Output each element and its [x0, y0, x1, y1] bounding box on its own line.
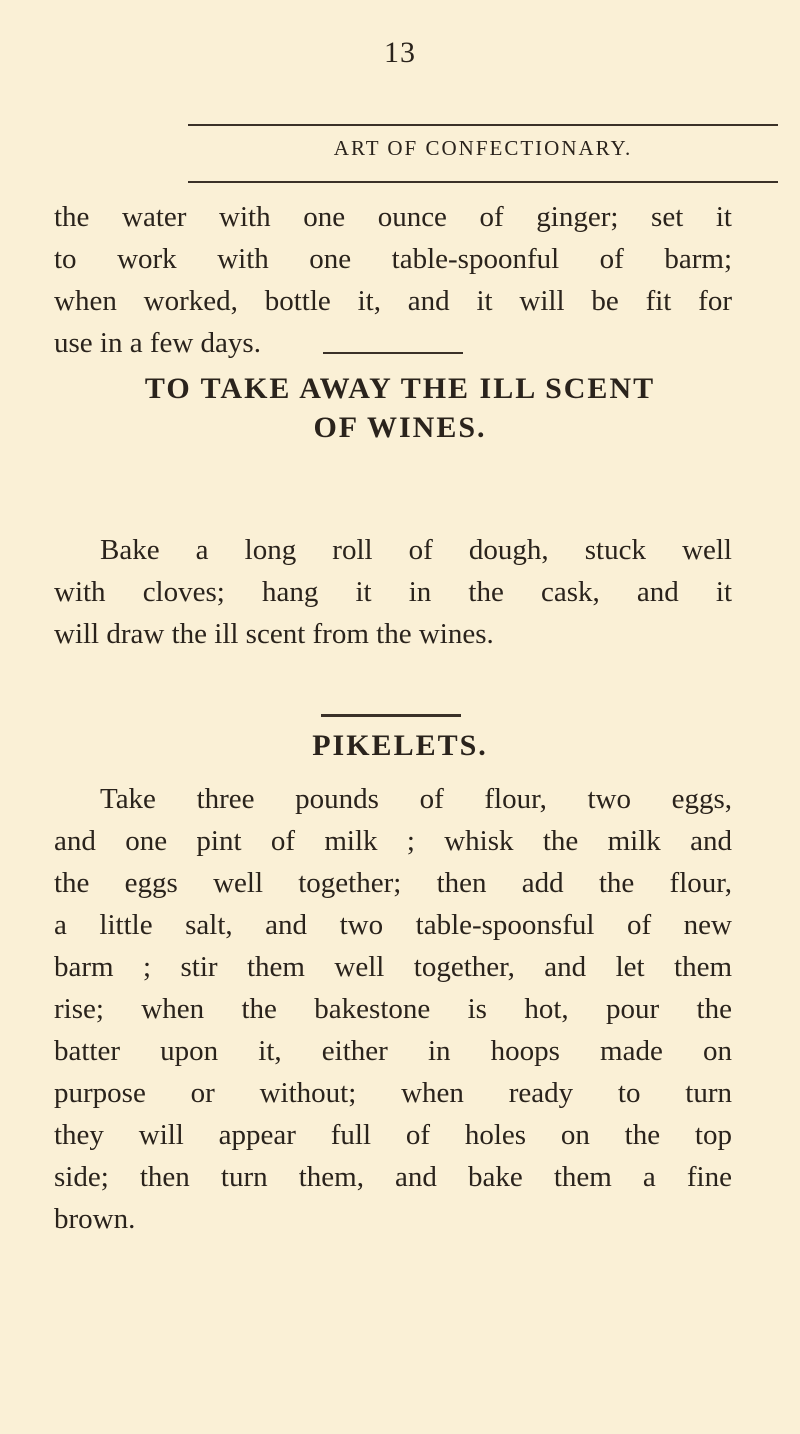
paragraph-line: will draw the ill scent from the wines.: [54, 618, 494, 650]
paragraph-line: rise; when the bakestone is hot, pour the: [54, 993, 732, 1025]
intro-paragraph: [54, 196, 732, 364]
paragraph-line: use in a few days.: [54, 327, 261, 359]
paragraph-line: with cloves; hang it in the cask, and it: [54, 576, 732, 608]
section-divider: [321, 714, 461, 717]
section-divider: [323, 352, 463, 354]
section-heading-pikelets: PIKELETS.: [312, 729, 488, 762]
paragraph-line: brown.: [54, 1203, 136, 1235]
paragraph-line: the eggs well together; then add the flour,: [54, 867, 732, 899]
paragraph-line: to work with one table-spoonful of barm;: [54, 243, 732, 275]
wines-paragraph: [54, 529, 732, 655]
header-rule-bottom: [188, 181, 778, 183]
running-head: ART OF CONFECTIONARY.: [333, 136, 633, 160]
paragraph-line: side; then turn them, and bake them a fine: [54, 1161, 732, 1193]
paragraph-line: Take three pounds of flour, two eggs,: [100, 783, 732, 815]
paragraph-line: a little salt, and two table-spoonsful of new: [54, 909, 732, 941]
header-rule-top: [188, 124, 778, 126]
section-heading-wines-line2: OF WINES.: [313, 411, 487, 444]
paragraph-line: and one pint of milk ; whisk the milk and: [54, 825, 732, 857]
page-number: 13: [384, 36, 416, 69]
paragraph-line: the water with one ounce of ginger; set it: [54, 201, 732, 233]
paragraph-line: barm ; stir them well together, and let them: [54, 951, 732, 983]
paragraph-line: they will appear full of holes on the top: [54, 1119, 732, 1151]
pikelets-paragraph: [54, 778, 732, 1240]
paragraph-line: Bake a long roll of dough, stuck well: [100, 534, 732, 566]
section-heading-wines-line1: TO TAKE AWAY THE ILL SCENT: [144, 372, 656, 405]
paragraph-line: batter upon it, either in hoops made on: [54, 1035, 732, 1067]
paragraph-line: when worked, bottle it, and it will be fit for: [54, 285, 732, 317]
paragraph-line: purpose or without; when ready to turn: [54, 1077, 732, 1109]
